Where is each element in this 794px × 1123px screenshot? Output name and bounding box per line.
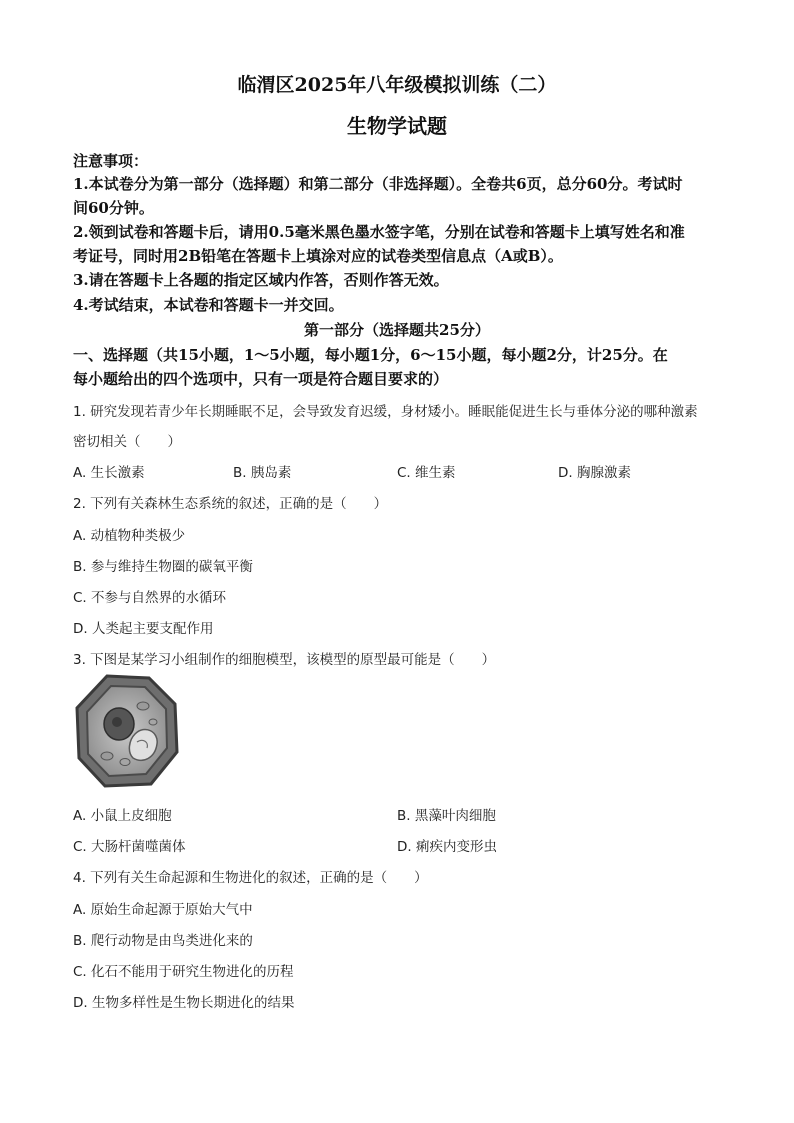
part1-heading: 第一部分（选择题共25分） <box>304 321 490 339</box>
question-1-option-b[interactable]: B. 胰岛素 <box>233 465 292 481</box>
question-1-option-d[interactable]: D. 胸腺激素 <box>558 465 631 481</box>
question-2-stem: 2. 下列有关森林生态系统的叙述，正确的是（ ） <box>73 496 388 512</box>
question-1-option-a[interactable]: A. 生长激素 <box>73 465 145 481</box>
notice-item: 间60分钟。 <box>73 199 154 217</box>
question-3-option-d[interactable]: D. 痢疾内变形虫 <box>397 839 497 855</box>
question-2-option-c[interactable]: C. 不参与自然界的水循环 <box>73 590 227 606</box>
part1-instructions: 每小题给出的四个选项中，只有一项是符合题目要求的） <box>73 370 449 388</box>
question-2-option-b[interactable]: B. 参与维持生物圈的碳氧平衡 <box>73 559 253 575</box>
question-2-option-d[interactable]: D. 人类起主要支配作用 <box>73 621 214 637</box>
question-1-stem: 1. 研究发现若青少年长期睡眠不足，会导致发育迟缓，身材矮小。睡眠能促进生长与垂体分泌的哪种激素 <box>73 404 698 420</box>
question-3-option-c[interactable]: C. 大肠杆菌噬菌体 <box>73 839 186 855</box>
notice-heading: 注意事项： <box>73 152 149 170</box>
question-3-option-a[interactable]: A. 小鼠上皮细胞 <box>73 808 172 824</box>
exam-subtitle: 生物学试题 <box>347 114 447 138</box>
notice-item: 4.考试结束，本试卷和答题卡一并交回。 <box>73 296 344 314</box>
question-3-option-b[interactable]: B. 黑藻叶肉细胞 <box>397 808 496 824</box>
question-2-option-a[interactable]: A. 动植物种类极少 <box>73 528 186 544</box>
notice-item: 考证号，同时用2B铅笔在答题卡上填涂对应的试卷类型信息点（A或B）。 <box>73 247 563 265</box>
question-4-option-c[interactable]: C. 化石不能用于研究生物进化的历程 <box>73 964 294 980</box>
question-3-stem: 3. 下图是某学习小组制作的细胞模型，该模型的原型最可能是（ ） <box>73 652 496 668</box>
notice-item: 3.请在答题卡上各题的指定区域内作答，否则作答无效。 <box>73 271 449 289</box>
notice-item: 2.领到试卷和答题卡后，请用0.5毫米黑色墨水签字笔，分别在试卷和答题卡上填写姓名和准 <box>73 223 685 241</box>
cell-model-image <box>73 672 181 790</box>
question-4-stem: 4. 下列有关生命起源和生物进化的叙述，正确的是（ ） <box>73 870 428 886</box>
question-1-option-c[interactable]: C. 维生素 <box>397 465 456 481</box>
question-1-stem: 密切相关（ ） <box>73 434 181 450</box>
question-4-option-a[interactable]: A. 原始生命起源于原始大气中 <box>73 902 253 918</box>
part1-instructions: 一、选择题（共15小题，1～5小题，每小题1分，6～15小题，每小题2分，计25分。在 <box>73 346 668 364</box>
notice-item: 1.本试卷分为第一部分（选择题）和第二部分（非选择题）。全卷共6页，总分60分。考试时 <box>73 175 683 193</box>
question-4-option-b[interactable]: B. 爬行动物是由鸟类进化来的 <box>73 933 253 949</box>
exam-title: 临渭区2025年八年级模拟训练（二） <box>237 74 557 96</box>
question-4-option-d[interactable]: D. 生物多样性是生物长期进化的结果 <box>73 995 295 1011</box>
